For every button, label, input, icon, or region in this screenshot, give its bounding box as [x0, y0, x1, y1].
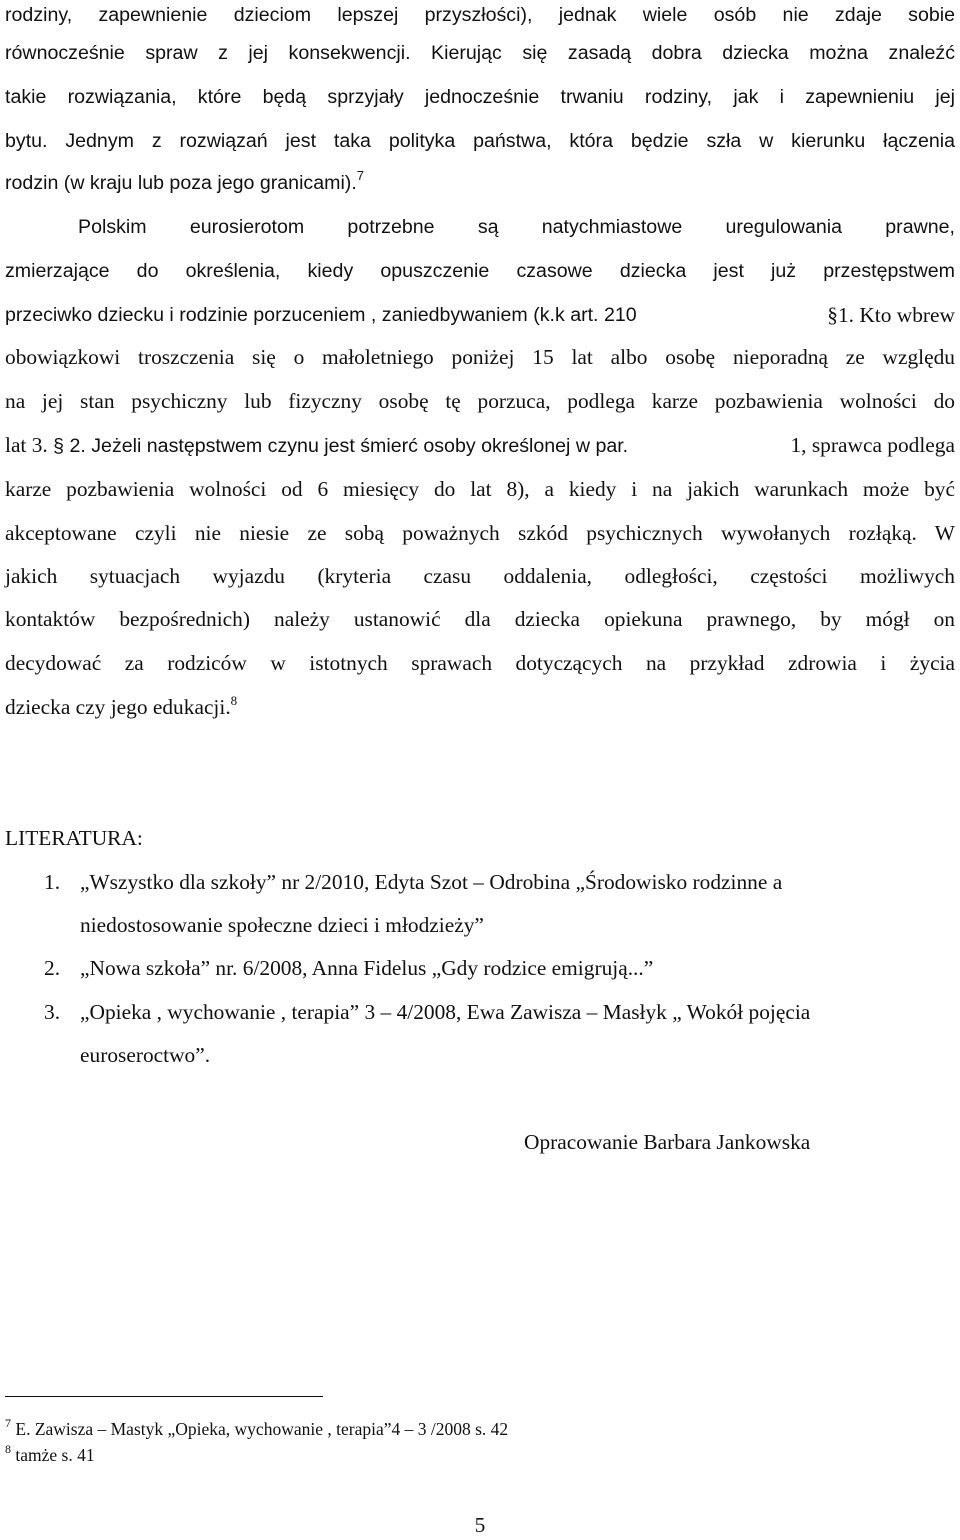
body-text-line: zmierzające do określenia, kiedy opuszczenie czasowe dziecka jest już przestępstwem	[5, 260, 955, 282]
footnote	[5, 1418, 508, 1440]
body-text-line: kontaktów bezpośrednich) należy ustanowić dla dziecka opiekuna prawnego, by mógł on	[5, 607, 955, 631]
body-text: § 2. Jeżeli następstwem czynu jest śmierć osoby określonej w par.	[53, 435, 629, 457]
body-text-line-tail: §1. Kto wbrew	[827, 303, 955, 327]
body-text-line: decydować za rodziców w istotnych sprawach dotyczących na przykład zdrowia i życia	[5, 651, 955, 675]
body-text-line	[5, 430, 628, 461]
body-text-line: jakich sytuacjach wyjazdu (kryteria czasu oddalenia, odległości, częstości możliwych	[5, 564, 955, 588]
body-text-line	[5, 168, 955, 198]
footnote-number: 8	[5, 1442, 11, 1456]
body-text-line: takie rozwiązania, które będą sprzyjały jednocześnie trwaniu rodziny, jak i zapewnieniu jej	[5, 86, 955, 108]
literature-item-text: euroseroctwo”.	[80, 1043, 211, 1067]
literature-item-number: 1.	[44, 870, 61, 894]
footnote-text: tamże s. 41	[15, 1445, 95, 1465]
page-number: 5	[474, 1513, 486, 1537]
footnote-separator	[5, 1396, 323, 1397]
body-text-line: rodziny, zapewnienie dzieciom lepszej przyszłości), jednak wiele osób nie zdaje sobie	[5, 4, 955, 26]
body-text-line	[5, 692, 955, 722]
footnote-number: 7	[5, 1416, 11, 1430]
literature-item-text: „Wszystko dla szkoły” nr 2/2010, Edyta Szot – Odrobina „Środowisko rodzinne a	[80, 870, 783, 894]
footnote-text: E. Zawisza – Mastyk „Opieka, wychowanie , terapia”4 – 3 /2008 s. 42	[15, 1419, 509, 1439]
body-text-line: przeciwko dziecku i rodzinie porzuceniem , zaniedbywaniem (k.k art. 210	[5, 304, 637, 326]
literature-item-number: 2.	[44, 956, 61, 980]
body-text-line: równocześnie spraw z jej konsekwencji. Kierując się zasadą dobra dziecka można znaleźć	[5, 42, 955, 64]
footnote-ref: 8	[230, 693, 238, 708]
body-text-line: bytu. Jednym z rozwiązań jest taka polityka państwa, która będzie szła w kierunku łączenia	[5, 130, 955, 152]
footnote-ref: 7	[356, 168, 364, 183]
body-text-line: karze pozbawienia wolności od 6 miesięcy do lat 8), a kiedy i na jakich warunkach może być	[5, 477, 955, 501]
literature-item-text: „Opieka , wychowanie , terapia” 3 – 4/2008, Ewa Zawisza – Masłyk „ Wokół pojęcia	[80, 1000, 811, 1024]
literature-item-text: „Nowa szkoła” nr. 6/2008, Anna Fidelus „Gdy rodzice emigrują...”	[80, 956, 654, 980]
body-text-line: obowiązkowi troszczenia się o małoletniego poniżej 15 lat albo osobę nieporadną ze względu	[5, 345, 955, 369]
body-text-line: akceptowane czyli nie niesie ze sobą poważnych szkód psychicznych wywołanych rozłąką. W	[5, 521, 955, 545]
body-text: rodzin (w kraju lub poza jego granicami).	[5, 172, 357, 194]
body-text-line: na jej stan psychiczny lub fizyczny osobę tę porzuca, podlega karze pozbawienia wolności do	[5, 389, 955, 413]
footnote	[5, 1444, 95, 1466]
body-text: lat 3.	[5, 433, 54, 457]
body-text: dziecka czy jego edukacji.	[5, 695, 231, 719]
literature-item-text: niedostosowanie społeczne dzieci i młodzieży”	[80, 913, 484, 937]
literature-heading: LITERATURA:	[5, 826, 143, 850]
body-text-line: Polskim eurosierotom potrzebne są natychmiastowe uregulowania prawne,	[78, 216, 955, 238]
author-signature: Opracowanie Barbara Jankowska	[524, 1130, 811, 1154]
body-text-line-tail: 1, sprawca podlega	[790, 433, 955, 457]
literature-item-number: 3.	[44, 1000, 61, 1024]
